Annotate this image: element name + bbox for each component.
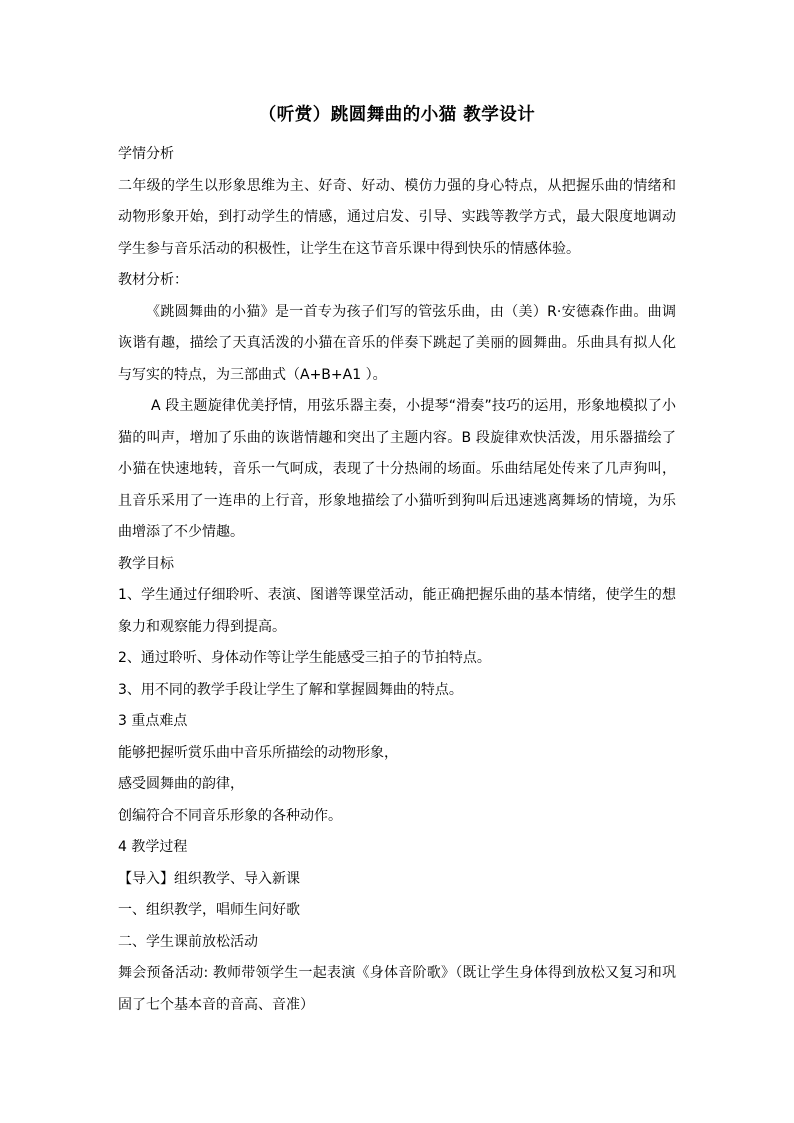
key-point-3: 创编符合不同音乐形象的各种动作。 <box>118 807 342 824</box>
process-intro-heading: 【导入】组织教学、导入新课 <box>118 870 300 887</box>
heading-teaching-goals: 教学目标 <box>118 555 174 572</box>
heading-teaching-process: 4 教学过程 <box>118 839 188 855</box>
heading-key-points: 3 重点难点 <box>118 713 188 729</box>
key-point-1: 能够把握听赏乐曲中音乐所描绘的动物形象， <box>118 744 398 761</box>
paragraph-section-description: A 段主题旋律优美抒情，用弦乐器主奏，小提琴“滑奏”技巧的运用，形象地模拟了小猫的叫声，增加了乐曲的诙谐情趣和突出了主题内容。B 段旋律欢快活泼，用乐器描绘了小猫在快速地转，音乐一气呵成，表现了十分热闹的场面。乐曲结尾处传来了几声狗叫，且音乐采用了一连串的上行音，形象地描绘了小猫听到狗叫后迅速逃离舞场的情境，为乐曲增添了不少情趣。 <box>118 398 676 540</box>
process-warmup-activity: 舞会预备活动: 教师带领学生一起表演《身体音阶歌》（既让学生身体得到放松又复习和巩固了七个基本音的音高、音准） <box>118 965 676 1013</box>
paragraph-material-intro: 《跳圆舞曲的小猫》是一首专为孩子们写的管弦乐曲，由（美）R·安德森作曲。曲调诙谐有趣，描绘了天真活泼的小猫在音乐的伴奏下跳起了美丽的圆舞曲。乐曲具有拟人化与写实的特点，为三部曲式（A+B+A1 ）。 <box>118 303 676 383</box>
process-step-1: 一、组织教学，唱师生问好歌 <box>118 902 300 918</box>
goal-item-2: 2、通过聆听、身体动作等让学生能感受三拍子的节拍特点。 <box>118 650 491 666</box>
key-point-2: 感受圆舞曲的韵律， <box>118 776 244 792</box>
document-title: （听赏）跳圆舞曲的小猫 教学设计 <box>258 105 536 125</box>
heading-material-analysis: 教材分析： <box>118 272 188 288</box>
paragraph-learner-analysis: 二年级的学生以形象思维为主、好奇、好动、模仿力强的身心特点，从把握乐曲的情绪和动物形象开始，到打动学生的情感，通过启发、引导、实践等教学方式，最大限度地调动学生参与音乐活动的积极性，让学生在这节音乐课中得到快乐的情感体验。 <box>118 177 676 257</box>
goal-item-3: 3、用不同的教学手段让学生了解和掌握圆舞曲的特点。 <box>118 681 463 698</box>
goal-item-1: 1、学生通过仔细聆听、表演、图谱等课堂活动，能正确把握乐曲的基本情绪，使学生的想象力和观察能力得到提高。 <box>118 587 676 635</box>
heading-learner-analysis: 学情分析 <box>118 146 174 162</box>
process-step-2: 二、学生课前放松活动 <box>118 933 258 950</box>
